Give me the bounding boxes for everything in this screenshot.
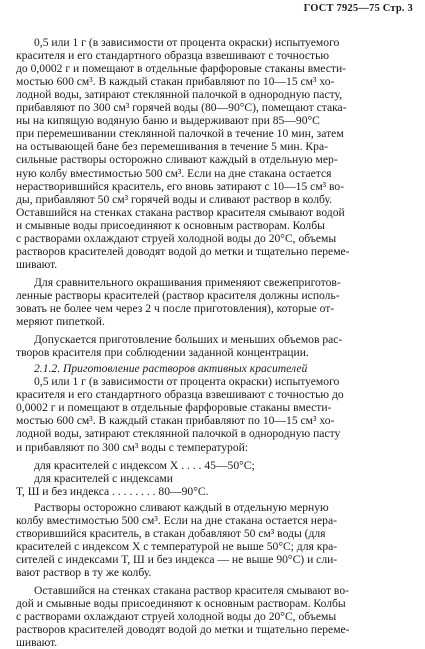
text-line: лодной воды, затирают стеклянной палочкой в однородную пасту,	[16, 88, 343, 102]
text-line: 0,0002 г и помещают в отдельные фарфоровые стаканы вмести-	[16, 401, 332, 415]
page-header: ГОСТ 7925—75 Стр. 3	[303, 3, 413, 14]
text-line: 2.1.2. Приготовление растворов активных красителей	[34, 362, 308, 376]
text-line: с растворами охлаждают струей холодной воды до 20°С, объемы	[16, 231, 337, 245]
text-line: дой и смывные воды присоединяют к основным растворам. Колбы	[16, 597, 346, 611]
text-line: Для сравнительного окрашивания применяют свежеприготов-	[34, 275, 341, 289]
text-line: ды, прибавляют 50 см³ горячей воды и сливают раствор в колбу.	[16, 192, 332, 206]
text-line: колбу вместимостью 500 см³. Если на дне стакана остается нера-	[16, 513, 337, 527]
text-line: сителей с индексами Т, Ш и без индекса — не выше 90°С) и сли-	[16, 552, 338, 566]
text-line: и смывные воды присоединяют к основным растворам. Колбы	[16, 218, 325, 232]
text-line: Растворы осторожно сливают каждый в отдельную мерную	[34, 500, 329, 514]
text-line: нерастворившийся краситель, его вновь затирают с 10—15 см³ во-	[16, 179, 345, 193]
text-line: сильные растворы осторожно сливают каждый в отдельную мер-	[16, 153, 338, 167]
text-line: ную колбу вместимостью 500 см³. Если на дне стакана остается	[16, 166, 332, 180]
text-line: створившийся краситель, в стакан добавляют 50 см³ воды (для	[16, 526, 326, 540]
text-line: 0,5 или 1 г (в зависимости от процента окраски) испытуемого	[34, 36, 340, 49]
text-line: при перемешивании стеклянной палочкой в течение 10 мин, затем	[16, 127, 344, 141]
text-line: для красителей с индексами	[34, 471, 173, 485]
text-line: Оставшийся на стенках стакана раствор красителя смывают во-	[34, 584, 349, 597]
text-line: красителя и его стандартного образца взвешивают с точностью до	[16, 388, 344, 402]
text-line: красителей с индексом Х с температурой не выше 50°С; для кра-	[16, 539, 338, 553]
text-line: красителя и его стандартного образца взвешивают с точностью	[16, 49, 330, 63]
text-line: до 0,0002 г и помещают в отдельные фарфоровые стаканы вмести-	[16, 62, 347, 76]
text-line: и прибавляют по 300 см³ воды с температурой:	[16, 440, 249, 454]
text-line: шивают.	[16, 636, 58, 649]
text-line: на остывающей бане без перемешивания в течение 5 мин. Кра-	[16, 140, 328, 154]
text-line: Допускается приготовление больших и меньших объемов рас-	[34, 333, 343, 347]
text-line: творов красителя при соблюдении заданной концентрации.	[16, 346, 309, 360]
text-line: растворов красителей доводят водой до метки и тщательно переме-	[16, 244, 350, 258]
text-line: Оставшийся на стенках стакана раствор красителя смывают водой	[16, 205, 345, 219]
text-line: прибавляют по 300 см³ горячей воды (80—90°С), помещают стака-	[16, 101, 347, 115]
text-line: лодной воды, затирают стеклянной палочкой в однородную пасту	[16, 427, 341, 441]
text-line: 0,5 или 1 г (в зависимости от процента окраски) испытуемого	[34, 375, 340, 389]
text-line: Т, Ш и без индекса . . . . . . . . 80—90°С.	[16, 484, 209, 498]
text-line: мостью 600 см³. В каждый стакан прибавляют по 10—15 см³ хо-	[16, 75, 335, 89]
text-line: шивают.	[16, 257, 58, 271]
text-line: мостью 600 см³. В каждый стакан прибавляют по 10—15 см³ хо-	[16, 414, 335, 428]
text-line: растворов красителей доводят водой до метки и тщательно переме-	[16, 623, 350, 637]
text-line: с растворами охлаждают струей холодной воды до 20°С, объемы	[16, 610, 337, 624]
text-line: ленные растворы красителей (раствор красителя должны исполь-	[16, 288, 340, 302]
text-line: зовать не более чем через 2 ч после приготовления), которые от-	[16, 302, 335, 315]
text-line: меряют пипеткой.	[16, 315, 105, 329]
text-line: ны на кипящую водяную баню и выдерживают при 85—90°С	[16, 114, 320, 128]
text-line: для красителей с индексом Х . . . . 45—50°С;	[34, 458, 255, 472]
text-line: вают раствор в ту же колбу.	[16, 565, 152, 579]
